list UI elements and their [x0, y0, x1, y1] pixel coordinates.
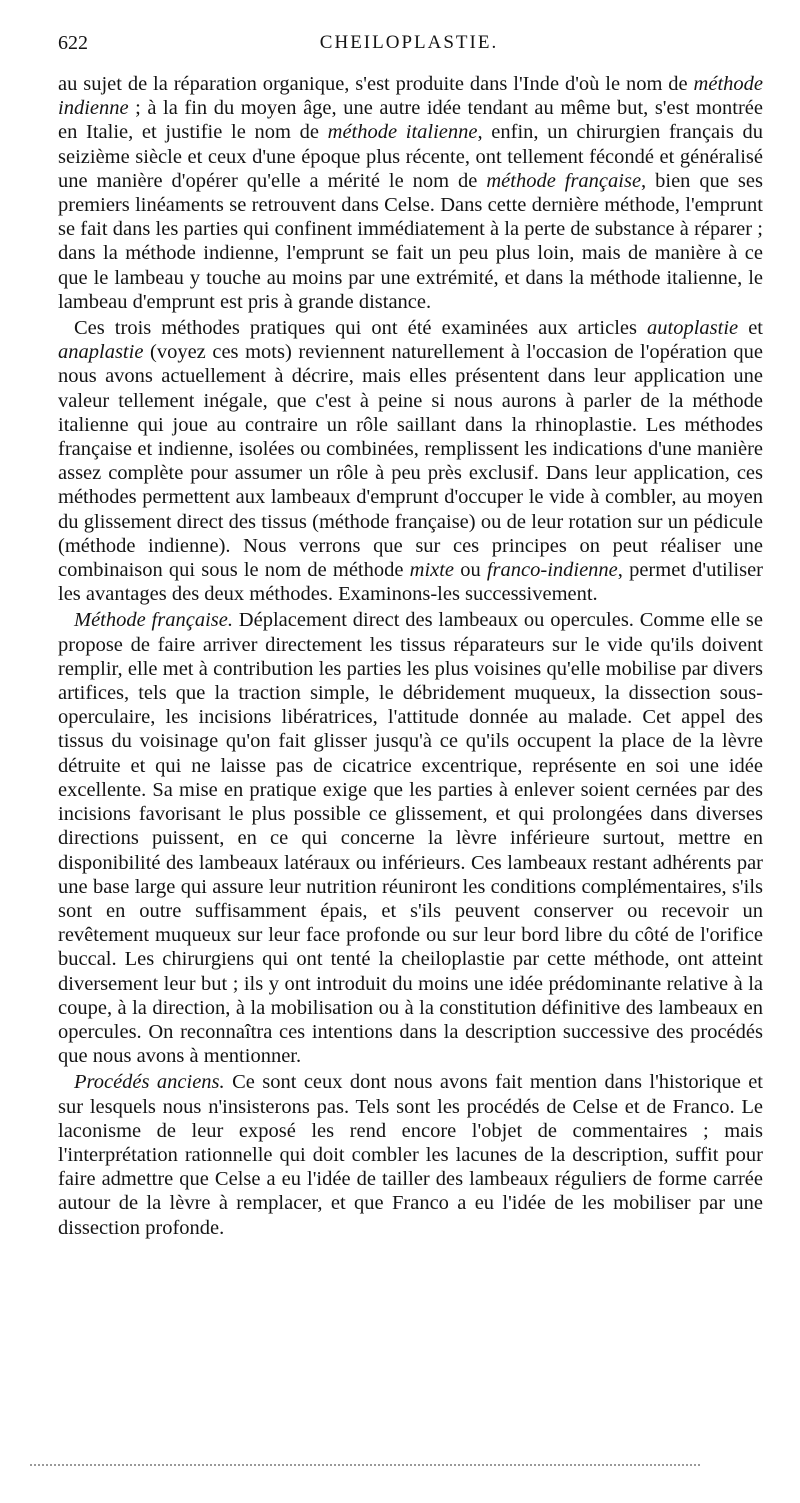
- page-header: [58, 32, 760, 62]
- text-run: , enfin, un chirurgien français du seizième siècle et ceux d'une époque plus récente, ont tellement fécondé et généralisé une manière d'opérer qu'elle a mérité le nom de: [58, 121, 763, 192]
- footer-dotted-rule: [30, 1464, 700, 1466]
- text-run: , bien que ses premiers linéaments se retrouvent dans Celse. Dans cette dernière méthode, l'emprunt se fait dans les parties qui confinent immédiatement à la perte de substance à réparer ; dans la méthode indienne, l'emprunt se fait un peu plus loin, mais de manière à ce que le lambeau y touche au moins par une extrémité, et dans la méthode italienne, le lambeau d'emprunt est pris à grande distance.: [58, 169, 763, 313]
- text-run: Déplacement direct des lambeaux ou opercules. Comme elle se propose de faire arriver directement les tissus réparateurs sur le vide qu'ils doivent remplir, elle met à contribution les parties les plus voisines qu'elle mobilise par divers artifices, tels que la traction simple, le débridement muqueux, la dissection sous-operculaire, les incisions libératrices, l'attitude donnée au malade. Cet appel des tissus du voisinage qu'on fait glisser jusqu'à ce qu'ils occupent la place de la lèvre détruite et qui ne laisse pas de cicatrice excentrique, représente en soi une idée excellente. Sa mise en pratique exige que les parties à enlever soient cernées par des incisions favorisant le plus possible ce glissement, et qui prolongées dans diverses directions puissent, en ce qui concerne la lèvre inférieure surtout, mettre en disponibilité des lambeaux latéraux ou inférieurs. Ces lambeaux restant adhérents par une base large qui assure leur nutrition réuniront les conditions complémentaires, s'ils sont en outre suffisamment épais, et s'ils peuvent conserver ou recevoir un revêtement muqueux sur leur face profonde ou sur leur bord libre du côté de l'orifice buccal. Les chirurgiens qui ont tenté la cheiloplastie par cette méthode, ont atteint diversement leur but ; ils y ont introduit du moins une idée prédominante relative à la coupe, à la direction, à la mobilisation ou à la constitution définitive des lambeaux en opercules. On reconnaîtra ces intentions dans la description successive des procédés que nous avons à mentionner.: [58, 609, 763, 1068]
- text-run: et: [738, 317, 763, 340]
- italic-run: autoplastie: [647, 317, 739, 340]
- italic-run: franco-indienne: [486, 559, 618, 582]
- italic-run: méthode italienne: [327, 121, 478, 144]
- italic-run: méthode française: [486, 169, 642, 192]
- paragraph: [58, 316, 763, 606]
- italic-run: mixte: [409, 559, 455, 582]
- text-run: Ces trois méthodes pratiques qui ont été examinées aux articles: [74, 317, 648, 340]
- text-run: au sujet de la réparation organique, s'est produite dans l'Inde d'où le nom de: [58, 73, 694, 95]
- running-title: CHEILOPLASTIE.: [319, 32, 499, 53]
- italic-run: méthode indienne: [58, 73, 763, 120]
- paragraph-procedes-anciens: [58, 1070, 763, 1239]
- text-run: ; à la fin du moyen âge, une autre idée tendant au même but, s'est montrée en Italie, et justifie le nom de: [58, 97, 763, 144]
- italic-run: Procédés anciens.: [74, 1071, 225, 1094]
- italic-run: anaplastie: [58, 341, 144, 364]
- paragraph: [58, 72, 763, 314]
- text-run: (voyez ces mots) reviennent naturellement à l'occasion de l'opération que nous avons actuellement à décrire, mais elles présentent dans leur application une valeur tellement inégale, que c'est à peine si nous aurons à parler de la méthode italienne qui joue au contraire un rôle saillant dans la rhinoplastie. Les méthodes française et indienne, isolées ou combinées, remplissent les indications d'une manière assez complète pour assumer un rôle à peu près exclusif. Dans leur application, ces méthodes permettent aux lambeaux d'emprunt d'occuper le vide à combler, au moyen du glissement direct des tissus (méthode française) ou de leur rotation sur un pédicule (méthode indienne). Nous verrons que sur ces principes on peut réaliser une combinaison qui sous le nom de méthode: [58, 341, 763, 582]
- text-run: Ce sont ceux dont nous avons fait mention dans l'historique et sur lesquels nous n'insisterons pas. Tels sont les procédés de Celse et de Franco. Le laconisme de leur exposé les rend encore l'objet de commentaires ; mais l'interprétation rationnelle qui doit combler les lacunes de la description, suffit pour faire admettre que Celse a eu l'idée de tailler des lambeaux réguliers de forme carrée autour de la lèvre à remplacer, et que Franco a eu l'idée de les mobiliser par une dissection profonde.: [58, 1071, 763, 1239]
- text-run: ou: [454, 559, 487, 582]
- page-number: 622: [58, 32, 88, 54]
- paragraph-methode-francaise: [58, 608, 763, 1068]
- body-text: [58, 72, 763, 1242]
- text-run: , permet d'utiliser les avantages des deux méthodes. Examinons-les successivement.: [58, 559, 764, 606]
- italic-run: Méthode française.: [74, 609, 233, 632]
